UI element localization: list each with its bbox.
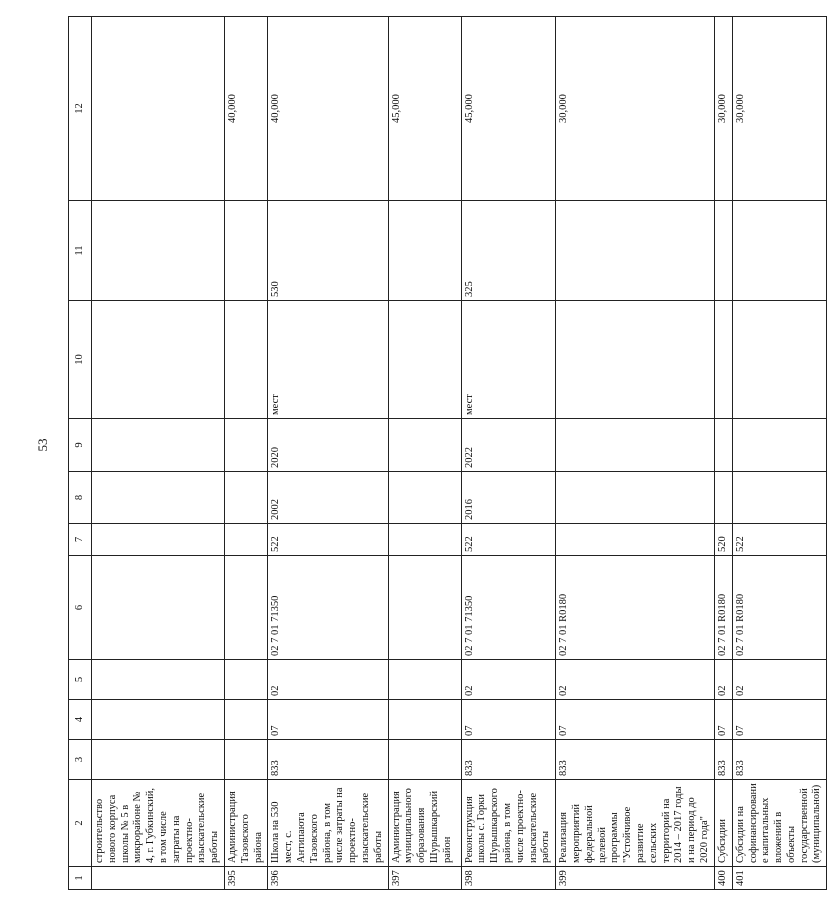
cell-c8 xyxy=(388,472,461,524)
cell-c11: 530 xyxy=(268,201,388,301)
row-number: 399 xyxy=(556,867,715,890)
cell-c3: 833 xyxy=(732,740,827,780)
header-cell: 3 xyxy=(69,740,92,780)
cell-c3: 833 xyxy=(556,740,715,780)
cell-c10 xyxy=(92,301,225,419)
cell-c7 xyxy=(92,524,225,556)
cell-amount: 40,000 xyxy=(268,17,388,201)
row-name: Администрация муниципального образования Шурышкарский район xyxy=(388,780,461,867)
cell-c5: 02 xyxy=(732,660,827,700)
cell-amount: 45,000 xyxy=(388,17,461,201)
table-row xyxy=(461,17,556,890)
header-cell: 7 xyxy=(69,524,92,556)
cell-c6: 02 7 01 R0180 xyxy=(556,556,715,660)
cell-c9 xyxy=(225,419,268,472)
cell-c3 xyxy=(92,740,225,780)
row-number: 400 xyxy=(714,867,732,890)
cell-c7 xyxy=(225,524,268,556)
cell-c10 xyxy=(732,301,827,419)
cell-c5 xyxy=(388,660,461,700)
cell-c3 xyxy=(225,740,268,780)
cell-c4: 07 xyxy=(556,700,715,740)
row-number: 401 xyxy=(732,867,827,890)
cell-c6: 02 7 01 71350 xyxy=(461,556,556,660)
cell-c8: 2016 xyxy=(461,472,556,524)
cell-amount: 30,000 xyxy=(714,17,732,201)
cell-amount: 45,000 xyxy=(461,17,556,201)
cell-c4: 07 xyxy=(461,700,556,740)
cell-c8 xyxy=(732,472,827,524)
cell-c3: 833 xyxy=(714,740,732,780)
cell-c10: мест xyxy=(461,301,556,419)
table-row xyxy=(714,17,732,890)
cell-amount: 40,000 xyxy=(225,17,268,201)
cell-c6 xyxy=(388,556,461,660)
cell-c7 xyxy=(388,524,461,556)
header-cell: 11 xyxy=(69,201,92,301)
cell-c6: 02 7 01 R0180 xyxy=(714,556,732,660)
header-cell: 8 xyxy=(69,472,92,524)
cell-c3 xyxy=(388,740,461,780)
cell-c10 xyxy=(225,301,268,419)
cell-c7: 522 xyxy=(268,524,388,556)
cell-c7: 522 xyxy=(461,524,556,556)
header-cell: 2 xyxy=(69,780,92,867)
cell-c7: 520 xyxy=(714,524,732,556)
cell-c6: 02 7 01 71350 xyxy=(268,556,388,660)
row-name: Субсидии xyxy=(714,780,732,867)
cell-c4: 07 xyxy=(732,700,827,740)
table-row xyxy=(732,17,827,890)
cell-c10 xyxy=(388,301,461,419)
cell-c8 xyxy=(714,472,732,524)
header-cell: 4 xyxy=(69,700,92,740)
header-cell: 1 xyxy=(69,867,92,890)
header-cell: 10 xyxy=(69,301,92,419)
cell-c9: 2020 xyxy=(268,419,388,472)
cell-c9 xyxy=(714,419,732,472)
cell-c6 xyxy=(92,556,225,660)
cell-c8 xyxy=(92,472,225,524)
cell-amount xyxy=(92,17,225,201)
cell-c11 xyxy=(556,201,715,301)
cell-c6: 02 7 01 R0180 xyxy=(732,556,827,660)
cell-amount: 30,000 xyxy=(556,17,715,201)
cell-c4: 07 xyxy=(714,700,732,740)
table-row xyxy=(225,17,268,890)
row-number: 396 xyxy=(268,867,388,890)
cell-c9 xyxy=(92,419,225,472)
cell-c4 xyxy=(388,700,461,740)
cell-c11: 325 xyxy=(461,201,556,301)
cell-c5 xyxy=(92,660,225,700)
budget-table xyxy=(68,16,827,890)
row-name: Школа на 530 мест, с. Антипаюта Тазовского района, в том числе затраты на проектно-изыскательские работы xyxy=(268,780,388,867)
header-cell: 9 xyxy=(69,419,92,472)
header-row xyxy=(69,17,92,890)
row-name: Реконструкция школы с. Горки Шурышкарского района, в том числе проектно-изыскательские работы xyxy=(461,780,556,867)
table-row xyxy=(556,17,715,890)
rotated-table-container xyxy=(68,17,823,890)
table-row xyxy=(268,17,388,890)
row-name: Субсидии на софинансирование капитальных вложений в объекты государственной (муниципальной) xyxy=(732,780,827,867)
cell-c8 xyxy=(225,472,268,524)
cell-c10 xyxy=(556,301,715,419)
row-name: Администрация Тазовского района xyxy=(225,780,268,867)
cell-c9 xyxy=(732,419,827,472)
cell-c3: 833 xyxy=(268,740,388,780)
row-number: 397 xyxy=(388,867,461,890)
row-number: 398 xyxy=(461,867,556,890)
cell-c5: 02 xyxy=(714,660,732,700)
row-number: 395 xyxy=(225,867,268,890)
cell-c9 xyxy=(556,419,715,472)
cell-c3: 833 xyxy=(461,740,556,780)
header-cell: 6 xyxy=(69,556,92,660)
cell-c11 xyxy=(92,201,225,301)
row-name: строительство нового корпуса школы № 5 в микрорайоне № 4, г. Губкинский, в том числе затраты на проектно-изыскательские работы xyxy=(92,780,225,867)
page-number: 53 xyxy=(35,438,50,452)
cell-c10 xyxy=(714,301,732,419)
cell-c10: мест xyxy=(268,301,388,419)
row-name: Реализация мероприятий федеральной целевой программы "Устойчивое развитие сельских территорий на 2014 – 2017 годы и на период до 2020 года" xyxy=(556,780,715,867)
cell-c9: 2022 xyxy=(461,419,556,472)
row-number xyxy=(92,867,225,890)
cell-c6 xyxy=(225,556,268,660)
cell-c5 xyxy=(225,660,268,700)
cell-c8: 2002 xyxy=(268,472,388,524)
cell-c8 xyxy=(556,472,715,524)
cell-c7: 522 xyxy=(732,524,827,556)
cell-c5: 02 xyxy=(268,660,388,700)
cell-c11 xyxy=(225,201,268,301)
cell-c5: 02 xyxy=(556,660,715,700)
cell-c4 xyxy=(225,700,268,740)
cell-c7 xyxy=(556,524,715,556)
cell-c4: 07 xyxy=(268,700,388,740)
table-row xyxy=(92,17,225,890)
table-row xyxy=(388,17,461,890)
header-cell: 12 xyxy=(69,17,92,201)
cell-amount: 30,000 xyxy=(732,17,827,201)
header-cell: 5 xyxy=(69,660,92,700)
cell-c9 xyxy=(388,419,461,472)
cell-c4 xyxy=(92,700,225,740)
cell-c11 xyxy=(732,201,827,301)
cell-c11 xyxy=(388,201,461,301)
cell-c11 xyxy=(714,201,732,301)
cell-c5: 02 xyxy=(461,660,556,700)
